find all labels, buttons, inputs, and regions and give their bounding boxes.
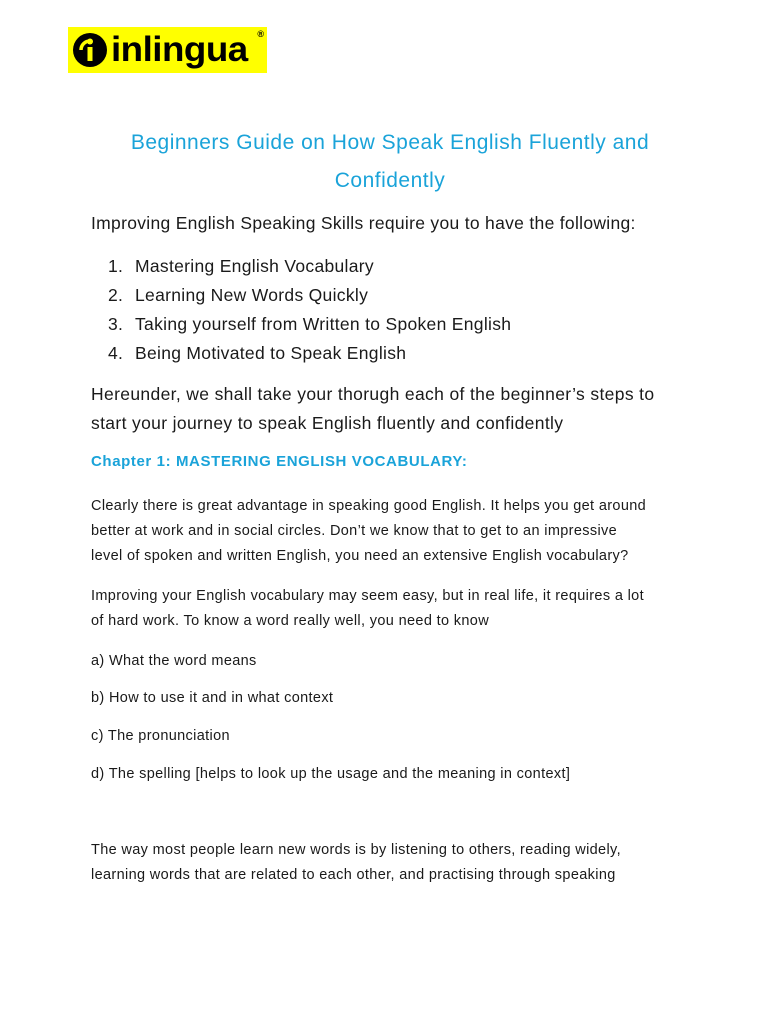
list-item-number: 1. xyxy=(108,256,124,276)
chapter-paragraph-2 xyxy=(91,584,691,634)
paragraph-line: level of spoken and written English, you need an extensive English vocabulary? xyxy=(91,548,629,564)
list-item-text: Taking yourself from Written to Spoken English xyxy=(135,314,512,334)
list-item xyxy=(108,281,511,310)
list-item xyxy=(108,310,511,339)
paragraph-line: The way most people learn new words is by listening to others, reading widely, xyxy=(91,842,621,858)
vocab-item-c: c) The pronunciation xyxy=(91,728,230,744)
title-line-2: Confidently xyxy=(334,169,446,192)
intro-paragraph: Improving English Speaking Skills require you to have the following: xyxy=(91,213,636,233)
list-item-number: 4. xyxy=(108,343,124,363)
logo-wordmark: inlingua xyxy=(111,30,248,69)
list-item xyxy=(108,339,511,368)
paragraph-line: Clearly there is great advantage in speaking good English. It helps you get around xyxy=(91,498,647,514)
list-item-text: Being Motivated to Speak English xyxy=(135,343,407,363)
paragraph-line: of hard work. To know a word really well, you need to know xyxy=(91,613,490,629)
registered-mark: ® xyxy=(257,29,264,39)
title-line-1: Beginners Guide on How Speak English Fluently and xyxy=(130,131,650,154)
list-item-text: Mastering English Vocabulary xyxy=(135,256,374,276)
paragraph-line: learning words that are related to each other, and practising through speaking xyxy=(91,867,616,883)
paragraph-line: Improving your English vocabulary may seem easy, but in real life, it requires a lot xyxy=(91,588,644,604)
list-item-number: 3. xyxy=(108,314,124,334)
hereunder-paragraph xyxy=(91,380,691,438)
inlingua-logo xyxy=(68,27,267,73)
vocab-item-a: a) What the word means xyxy=(91,653,257,669)
vocab-item-d: d) The spelling [helps to look up the usage and the meaning in context] xyxy=(91,766,571,782)
list-item xyxy=(108,252,511,281)
list-item-number: 2. xyxy=(108,285,124,305)
paragraph-line: start your journey to speak English fluently and confidently xyxy=(91,413,564,433)
inlingua-logo-mark-icon xyxy=(70,30,110,70)
chapter-paragraph-1 xyxy=(91,494,691,569)
chapter-paragraph-3 xyxy=(91,838,691,888)
paragraph-line: Hereunder, we shall take your thorugh each of the beginner’s steps to xyxy=(91,384,655,404)
chapter-heading: Chapter 1: MASTERING ENGLISH VOCABULARY: xyxy=(91,453,468,470)
steps-list xyxy=(108,252,511,368)
list-item-text: Learning New Words Quickly xyxy=(135,285,369,305)
paragraph-line: better at work and in social circles. Don’t we know that to get to an impressive xyxy=(91,523,618,539)
document-title xyxy=(90,124,690,200)
vocab-item-b: b) How to use it and in what context xyxy=(91,690,334,706)
